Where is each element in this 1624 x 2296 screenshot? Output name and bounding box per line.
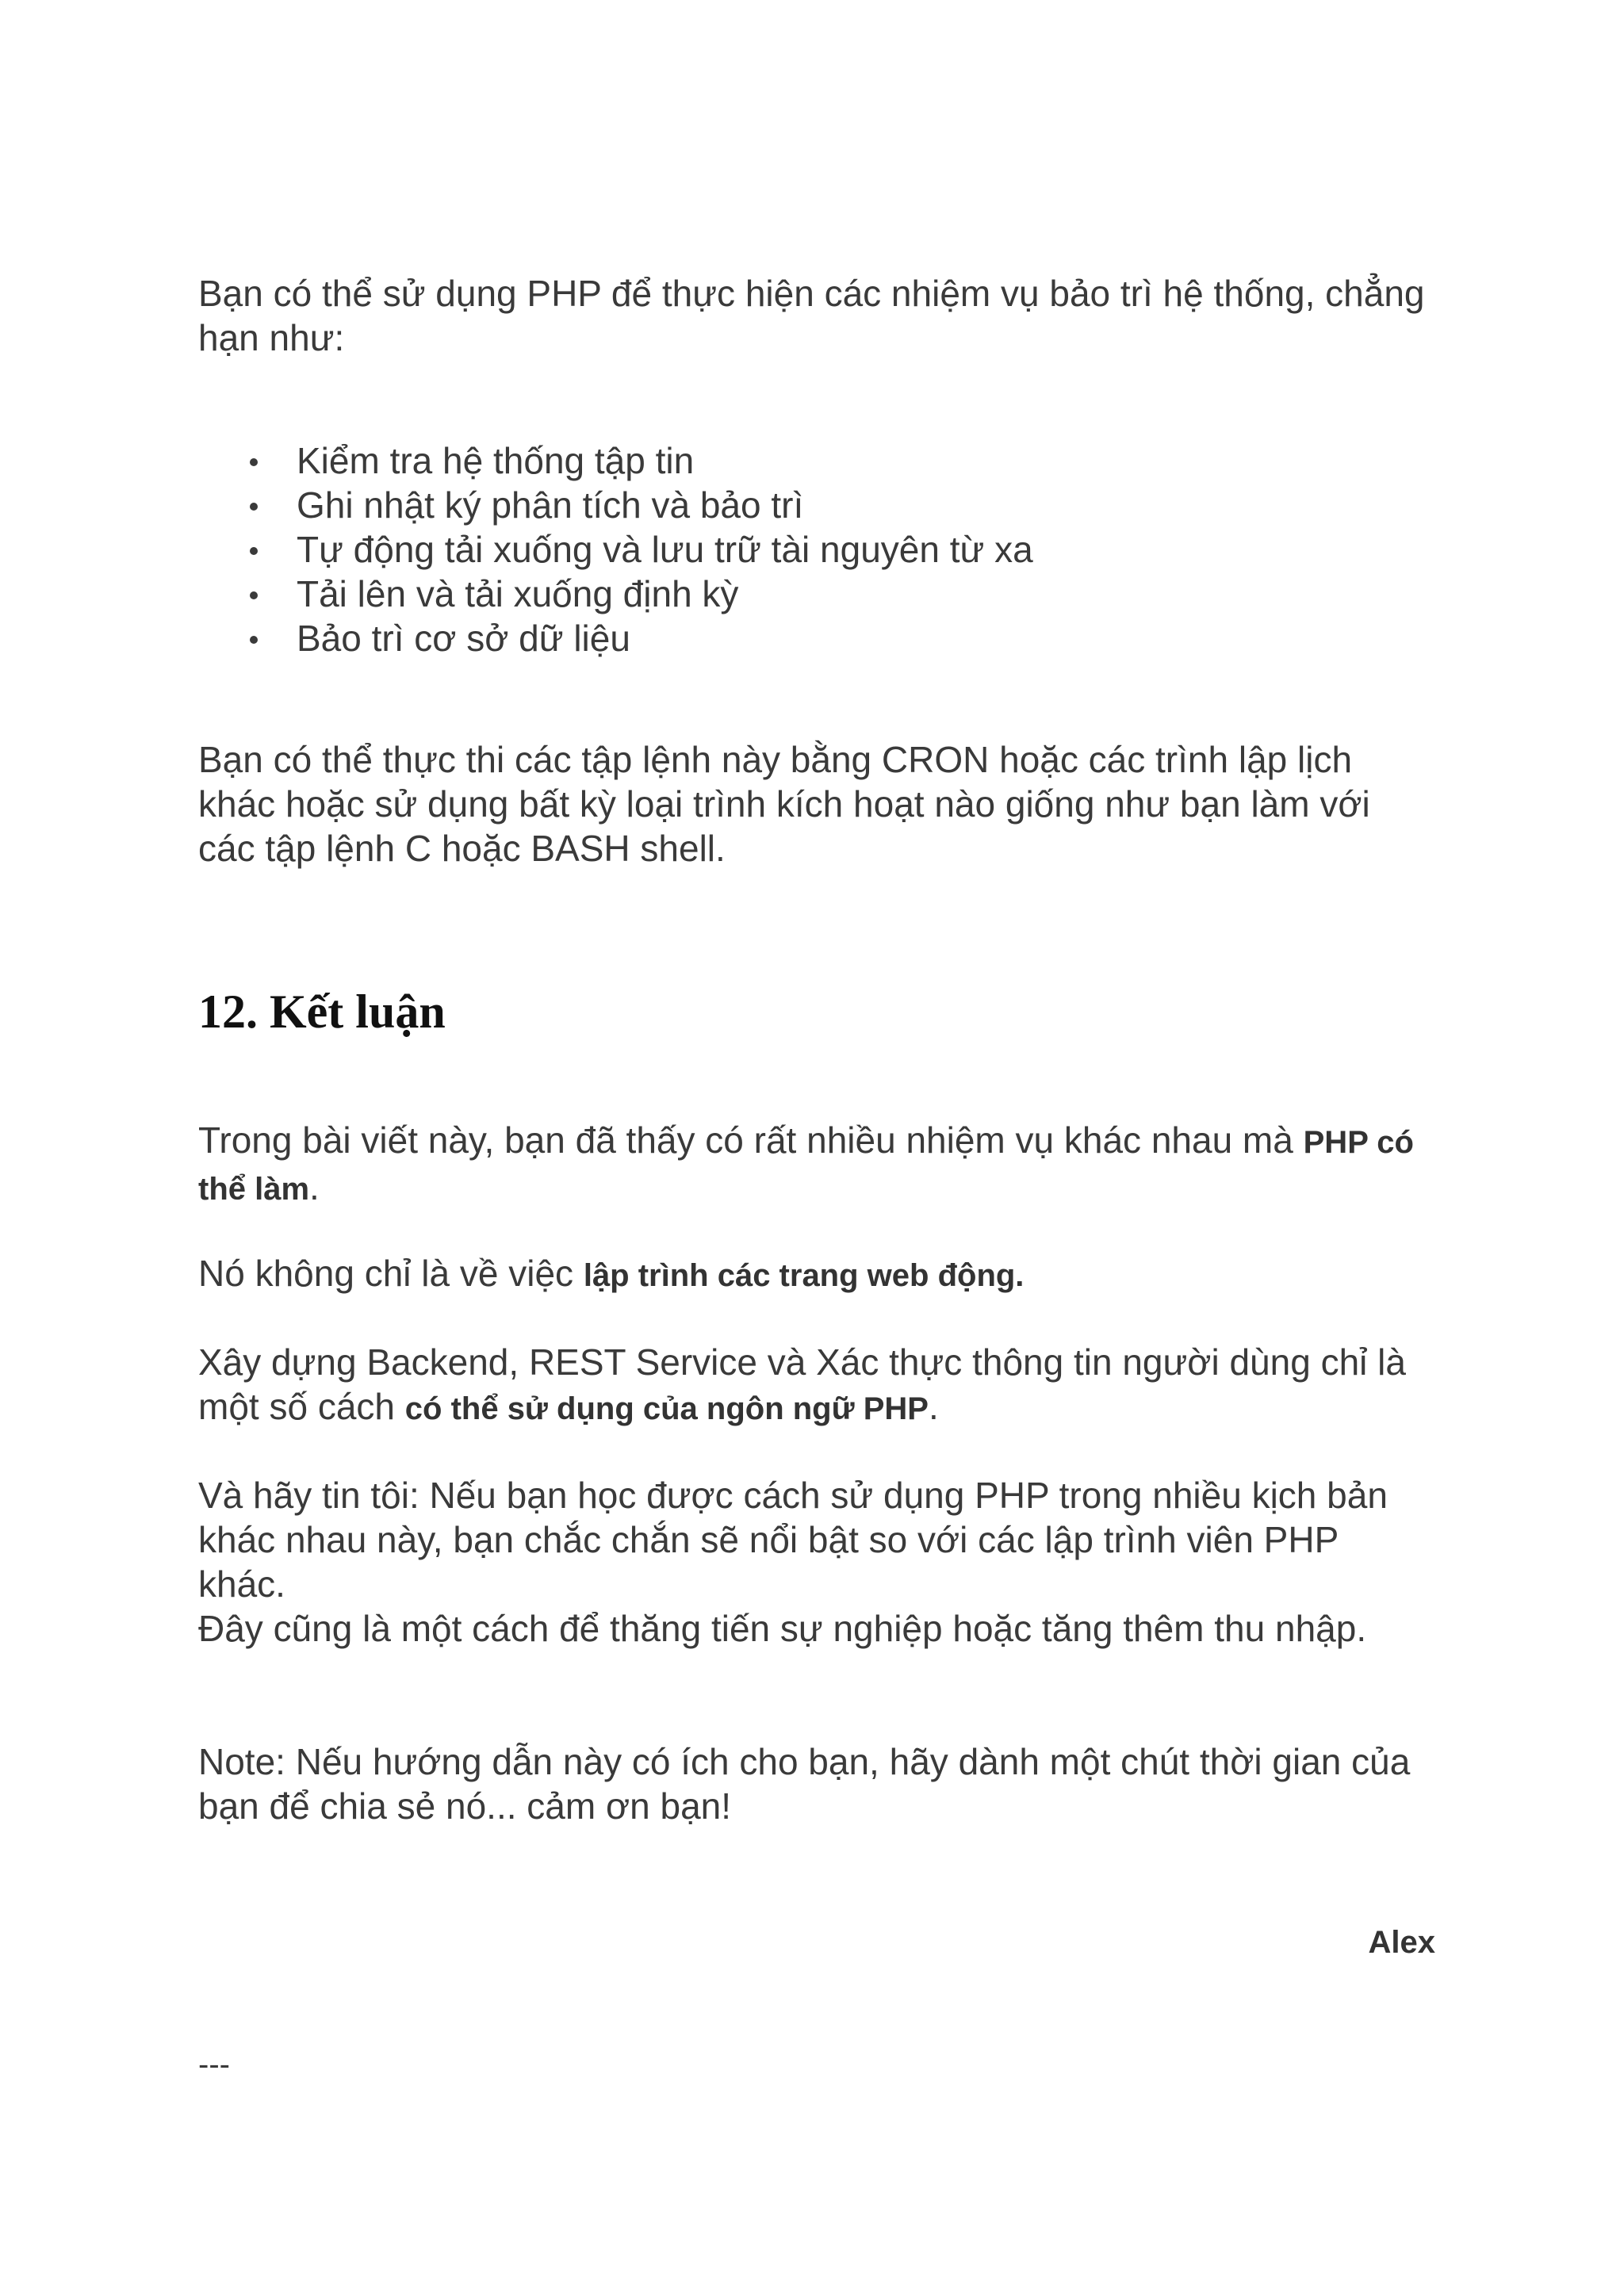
list-item [198,483,1435,527]
list-item [198,616,1435,660]
paragraph-punctuation: . [928,1386,939,1427]
bold-phrase: có thể sử dụng của ngôn ngữ PHP [404,1391,929,1426]
conclusion-paragraph-5: Đây cũng là một cách để thăng tiến sự nghiệp hoặc tăng thêm thu nhập. [198,1608,1367,1649]
paragraph-text: Xây dựng Backend, REST Service và Xác thực thông tin người dùng chỉ là một số cách [198,1341,1406,1427]
bullet-icon [250,591,258,599]
maintenance-task-list [198,438,1435,660]
paragraph-punctuation: . [309,1166,320,1207]
intro-paragraph: Bạn có thể sử dụng PHP để thực hiện các nhiệm vụ bảo trì hệ thống, chẳng hạn như: [198,273,1425,358]
bold-phrase: PHP có thể làm [198,1125,1414,1207]
conclusion-paragraph-1 [198,1118,1435,1211]
bullet-icon [250,503,258,511]
list-item-text: Ghi nhật ký phân tích và bảo trì [297,484,804,526]
paragraph-text: Trong bài viết này, bạn đã thấy có rất nhiều nhiệm vụ khác nhau mà [198,1119,1304,1161]
list-item [198,527,1435,572]
section-heading: 12. Kết luận [198,985,446,1038]
note-paragraph: Note: Nếu hướng dẫn này có ích cho bạn, hãy dành một chút thời gian của bạn để chia sẻ nó... cảm ơn bạn! [198,1741,1411,1827]
bold-phrase: lập trình các trang web động. [583,1258,1025,1293]
bullet-icon [250,547,258,555]
author-signature: Alex [1368,1925,1435,1960]
list-item-text: Bảo trì cơ sở dữ liệu [297,618,630,659]
bullet-icon [250,636,258,644]
conclusion-paragraph-4: Và hãy tin tôi: Nếu bạn học được cách sử dụng PHP trong nhiều kịch bản khác nhau này, bạn chắc chắn sẽ nổi bật so với các lập trình viên PHP khác. [198,1475,1388,1605]
list-item-text: Kiểm tra hệ thống tập tin [297,440,695,481]
list-item [198,438,1435,483]
list-item-text: Tự động tải xuống và lưu trữ tài nguyên từ xa [297,529,1033,570]
cron-paragraph: Bạn có thể thực thi các tập lệnh này bằng CRON hoặc các trình lập lịch khác hoặc sử dụng bất kỳ loại trình kích hoạt nào giống như bạn làm với các tập lệnh C hoặc BASH shell. [198,739,1370,869]
conclusion-paragraph-2 [198,1251,1435,1298]
conclusion-paragraph-3 [198,1340,1435,1431]
bullet-icon [250,458,258,466]
list-item-text: Tải lên và tải xuống định kỳ [297,573,739,614]
separator-line: --- [198,2047,230,2082]
paragraph-text: Nó không chỉ là về việc [198,1253,584,1294]
list-item [198,572,1435,616]
